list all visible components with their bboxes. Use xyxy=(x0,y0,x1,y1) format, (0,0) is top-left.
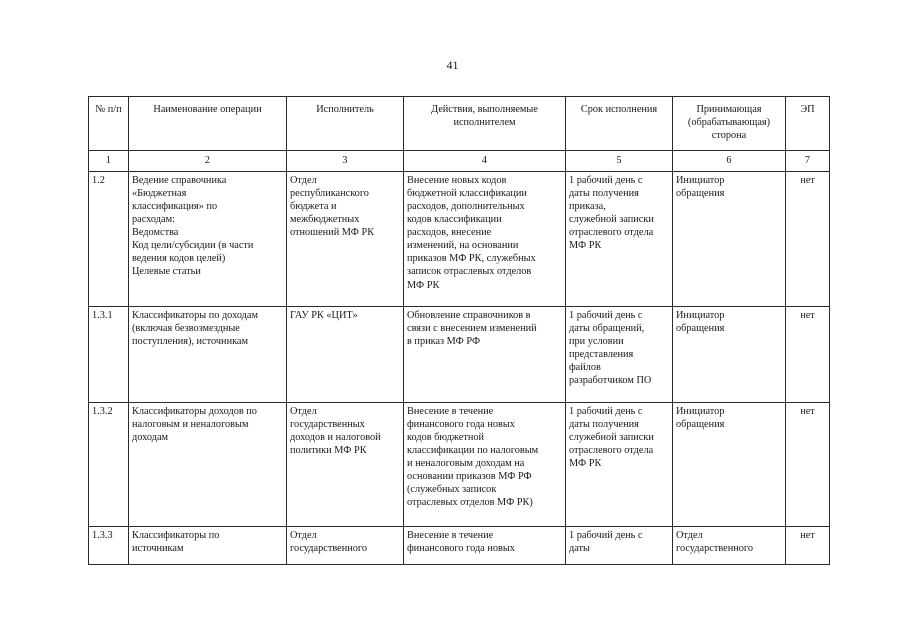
term: 1 рабочий день с даты получения приказа, служебной записки отраслевого отдела МФ РК xyxy=(566,172,673,307)
receiver: Инициатор обращения xyxy=(673,403,786,527)
header-operation: Наименование операции xyxy=(129,97,287,151)
ep-value: нет xyxy=(786,307,830,403)
header-actions: Действия, выполняемые исполнителем xyxy=(404,97,566,151)
row-number: 1.3.2 xyxy=(89,403,129,527)
operation-name: Классификаторы по источникам xyxy=(129,527,287,565)
ep-value: нет xyxy=(786,527,830,565)
page-number: 41 xyxy=(446,58,459,72)
ep-value: нет xyxy=(786,172,830,307)
column-number-row xyxy=(89,151,830,172)
table-row xyxy=(89,172,830,307)
header-receiver: Принимающая (обрабатывающая) сторона xyxy=(673,97,786,151)
header-row xyxy=(89,97,830,151)
column-number: 7 xyxy=(786,151,830,172)
row-number: 1.3.3 xyxy=(89,527,129,565)
term: 1 рабочий день с даты получения служебной записки отраслевого отдела МФ РК xyxy=(566,403,673,527)
column-number: 4 xyxy=(404,151,566,172)
header-term: Срок исполнения xyxy=(566,97,673,151)
actions: Внесение в течение финансового года новых кодов бюджетной классификации по налоговым и неналоговым доходам на основании приказов МФ РФ (служебных записок отраслевых отделов МФ РК) xyxy=(404,403,566,527)
receiver: Инициатор обращения xyxy=(673,307,786,403)
actions: Обновление справочников в связи с внесением изменений в приказ МФ РФ xyxy=(404,307,566,403)
table-row xyxy=(89,527,830,565)
column-number: 2 xyxy=(129,151,287,172)
table-row xyxy=(89,403,830,527)
receiver: Инициатор обращения xyxy=(673,172,786,307)
operations-table xyxy=(88,96,830,565)
term: 1 рабочий день с даты обращений, при условии представления файлов разработчиком ПО xyxy=(566,307,673,403)
executor: ГАУ РК «ЦИТ» xyxy=(287,307,404,403)
executor: Отдел государственного xyxy=(287,527,404,565)
column-number: 6 xyxy=(673,151,786,172)
column-number: 3 xyxy=(287,151,404,172)
header-executor: Исполнитель xyxy=(287,97,404,151)
column-number: 5 xyxy=(566,151,673,172)
header-number: № п/п xyxy=(89,97,129,151)
operation-name: Классификаторы по доходам (включая безвозмездные поступления), источникам xyxy=(129,307,287,403)
operation-name: Классификаторы доходов по налоговым и неналоговым доходам xyxy=(129,403,287,527)
row-number: 1.2 xyxy=(89,172,129,307)
row-number: 1.3.1 xyxy=(89,307,129,403)
actions: Внесение новых кодов бюджетной классификации расходов, дополнительных кодов классификации расходов, внесение изменений, на основании приказов МФ РК, служебных записок отраслевых отделов МФ РК xyxy=(404,172,566,307)
header-ep: ЭП xyxy=(786,97,830,151)
ep-value: нет xyxy=(786,403,830,527)
executor: Отдел государственных доходов и налоговой политики МФ РК xyxy=(287,403,404,527)
actions: Внесение в течение финансового года новых xyxy=(404,527,566,565)
column-number: 1 xyxy=(89,151,129,172)
executor: Отдел республиканского бюджета и межбюджетных отношений МФ РК xyxy=(287,172,404,307)
operation-name: Ведение справочника «Бюджетная классификация» по расходам: Ведомства Код цели/субсидии (в части ведения кодов целей) Целевые статьи xyxy=(129,172,287,307)
receiver: Отдел государственного xyxy=(673,527,786,565)
term: 1 рабочий день с даты xyxy=(566,527,673,565)
table-row xyxy=(89,307,830,403)
